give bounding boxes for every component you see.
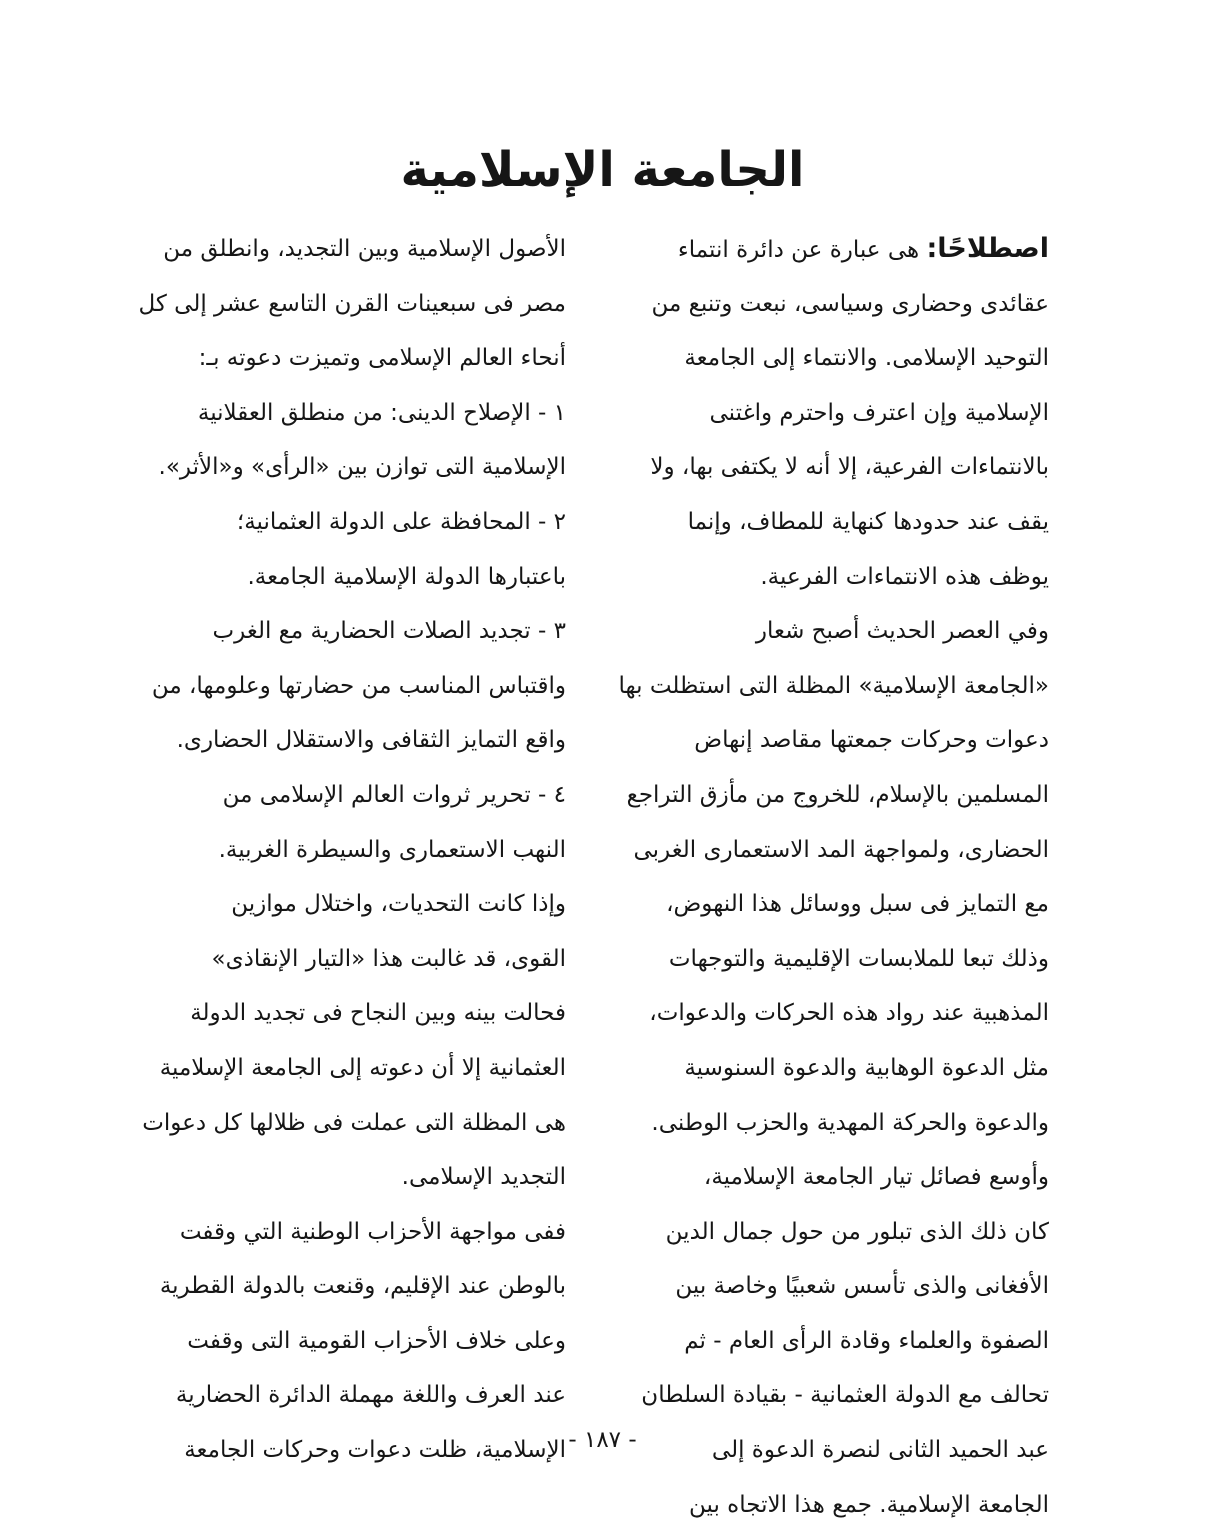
text-line: وفي العصر الحديث أصبح شعار xyxy=(755,618,1049,645)
page-title: الجامعة الإسلامية xyxy=(400,142,805,198)
text-line: الإسلامية، ظلت دعوات وحركات الجامعة xyxy=(184,1437,566,1464)
text-line: دعوات وحركات جمعتها مقاصد إنهاض xyxy=(694,727,1049,754)
text-line: واقع التمايز الثقافى والاستقلال الحضارى. xyxy=(176,727,566,754)
text-line: فحالت بينه وبين النجاح فى تجديد الدولة xyxy=(190,1000,566,1027)
text-line: الجامعة الإسلامية. جمع هذا الاتجاه بين xyxy=(689,1491,1049,1518)
text-line: الإسلامية التى توازن بين «الرأى» و«الأثر». xyxy=(158,454,566,481)
page-number: - ١٨٧ - xyxy=(568,1427,637,1453)
text-line: ففى مواجهة الأحزاب الوطنية التي وقفت xyxy=(179,1218,566,1245)
text-line: هى المظلة التى عملت فى ظلالها كل دعوات xyxy=(142,1109,566,1136)
text-line: ٣ - تجديد الصلات الحضارية مع الغرب xyxy=(212,618,566,645)
text-line: بالوطن عند الإقليم، وقنعت بالدولة القطرية xyxy=(159,1273,566,1300)
left-column xyxy=(136,222,566,1478)
text-line: وأوسع فصائل تيار الجامعة الإسلامية، xyxy=(703,1164,1049,1191)
text-line: عبد الحميد الثانى لنصرة الدعوة إلى xyxy=(711,1437,1049,1464)
right-column xyxy=(597,222,1049,1532)
text-line: المسلمين بالإسلام، للخروج من مأزق التراجع xyxy=(626,781,1049,808)
text-line: ٤ - تحرير ثروات العالم الإسلامى من xyxy=(222,781,566,808)
text-line: باعتبارها الدولة الإسلامية الجامعة. xyxy=(247,563,566,590)
text-line: الحضارى، ولمواجهة المد الاستعمارى الغربى xyxy=(633,836,1049,863)
text-line: كان ذلك الذى تبلور من حول جمال الدين xyxy=(665,1218,1049,1245)
first-line-text: هى عبارة عن دائرة انتماء xyxy=(677,237,927,263)
text-line: واقتباس المناسب من حضارتها وعلومها، من xyxy=(151,672,566,699)
text-line: النهب الاستعمارى والسيطرة الغربية. xyxy=(218,836,566,863)
text-line: التوحيد الإسلامى. والانتماء إلى الجامعة xyxy=(684,345,1049,372)
text-line: مع التمايز فى سبل ووسائل هذا النهوض، xyxy=(666,891,1049,918)
text-line: بالانتماءات الفرعية، إلا أنه لا يكتفى بها، ولا xyxy=(650,454,1049,481)
text-line: وذلك تبعا للملابسات الإقليمية والتوجهات xyxy=(668,945,1049,972)
text-line: والدعوة والحركة المهدية والحزب الوطنى. xyxy=(651,1109,1049,1136)
text-line: الأفغانى والذى تأسس شعبيًا وخاصة بين xyxy=(675,1273,1049,1300)
text-line: يوظف هذه الانتماءات الفرعية. xyxy=(760,563,1049,590)
text-line: عقائدى وحضارى وسياسى، نبعت وتنبع من xyxy=(651,290,1049,317)
text-line: يقف عند حدودها كنهاية للمطاف، وإنما xyxy=(687,508,1049,535)
text-line: ١ - الإصلاح الدينى: من منطلق العقلانية xyxy=(197,399,566,426)
text-line: الصفوة والعلماء وقادة الرأى العام - ثم xyxy=(684,1327,1049,1354)
text-line: مثل الدعوة الوهابية والدعوة السنوسية xyxy=(684,1054,1049,1081)
text-line: مصر فى سبعينات القرن التاسع عشر إلى كل xyxy=(138,290,566,317)
text-line: «الجامعة الإسلامية» المظلة التى استظلت بها xyxy=(618,672,1049,699)
text-line: ٢ - المحافظة على الدولة العثمانية؛ xyxy=(236,508,566,535)
text-line: تحالف مع الدولة العثمانية - بقيادة السلطان xyxy=(641,1382,1049,1409)
text-line: العثمانية إلا أن دعوته إلى الجامعة الإسلامية xyxy=(159,1054,566,1081)
text-line: وعلى خلاف الأحزاب القومية التى وقفت xyxy=(187,1327,566,1354)
text-line xyxy=(597,222,1049,277)
text-line: القوى، قد غالبت هذا «التيار الإنقاذى» xyxy=(211,945,566,972)
text-line: وإذا كانت التحديات، واختلال موازين xyxy=(231,891,566,918)
text-line: أنحاء العالم الإسلامى وتميزت دعوته بـ: xyxy=(198,345,566,372)
text-line: عند العرف واللغة مهملة الدائرة الحضارية xyxy=(175,1382,566,1409)
text-line: الأصول الإسلامية وبين التجديد، وانطلق من xyxy=(163,236,566,262)
text-line: التجديد الإسلامى. xyxy=(401,1164,566,1191)
text-line: المذهبية عند رواد هذه الحركات والدعوات، xyxy=(649,1000,1049,1027)
text-line: الإسلامية وإن اعترف واحترم واغتنى xyxy=(709,399,1049,426)
term-label: اصطلاحًا: xyxy=(926,233,1049,264)
